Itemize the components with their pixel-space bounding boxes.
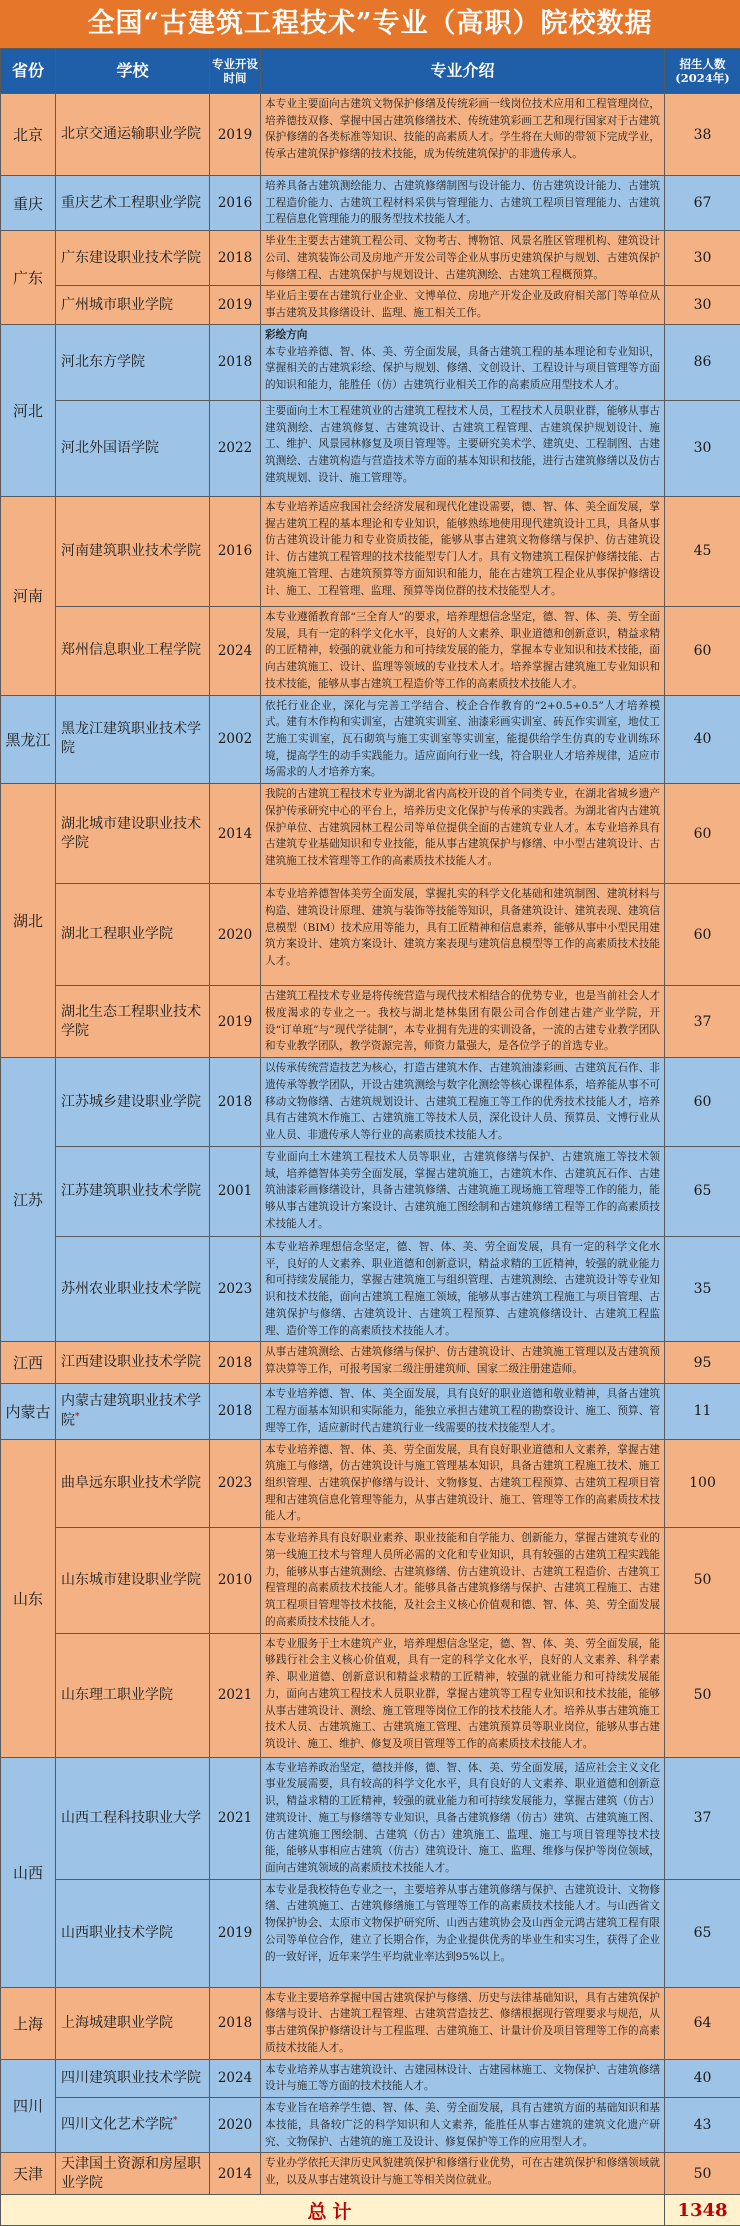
year-cell: 2018 [210,1342,261,1384]
school-name: 山西职业技术学院 [61,1925,173,1941]
province-cell: 上海 [1,1987,56,2059]
enroll-cell: 50 [665,2153,740,2195]
table-row [1,400,740,496]
school-name: 上海城建职业学院 [61,2015,173,2031]
province-cell: 河北 [1,324,56,496]
province-cell: 黑龙江 [1,695,56,784]
enroll-cell: 95 [665,1342,740,1384]
school-name: 内蒙古建筑职业技术学院 [61,1393,201,1429]
intro-text: 本专业培养德智体美劳全面发展，掌握扎实的科学文化基础和建筑制图、建筑材料与构造、建筑设计原理、建筑与装饰等技能等知识，具备建筑设计、建筑表现、建筑信息模型（BIM）技术应用等能力，具有工匠精神和信息素养，能够从事中小型民用建筑方案设计、建筑方案设计、建筑方案表现与建筑信息模型等工作的高素质技术技能人才。 [265,888,660,967]
province-cell: 广东 [1,231,56,325]
intro-text: 本专业是我校特色专业之一，主要培养从事古建筑修缮与保护、古建筑设计、文物修缮、古建筑施工、古建筑修缮施工与管理等工作的高素质技术技能人才。与山西省文物保护协会、太原市文物保护研究所、山西古建筑协会及山西金元鸿古建筑工程有限公司等单位合作，建立了长期合作，为企业提供优秀的毕业生和实习生，获得了企业的一致好评，近年来学生平均就业率达到95%以上。 [265,1884,660,1963]
table-row [1,1879,740,1987]
school-cell [56,784,210,884]
enroll-cell: 40 [665,695,740,784]
year-cell: 2016 [210,176,261,231]
school-cell [56,94,210,176]
school-name: 郑州信息职业工程学院 [61,642,201,658]
intro-cell [261,1146,665,1236]
province-cell: 江苏 [1,1058,56,1342]
province-cell: 内蒙古 [1,1384,56,1439]
table-row [1,1236,740,1341]
enroll-cell: 50 [665,1633,740,1757]
header-school: 学校 [56,49,210,94]
header-intro: 专业介绍 [261,49,665,94]
table-row [1,1528,740,1633]
intro-text: 本专业服务于土木建筑产业，培养理想信念坚定，德、智、体、美、劳全面发展，能够践行社会主义核心价值观，具有一定的科学文化水平，良好的人文素养、科学素养、职业道德、创新意识和精益求精的工匠精神，较强的就业能力和可持续发展能力，面向古建筑工程技术人员职业群，掌握古建筑等工程专业知识和技术技能，能够从事古建筑设计、测绘、施工管理等岗位工作的技术技能人才。培养从事古建筑施工技术人员、古建筑施工、古建筑施工管理、古建筑预算员等职业岗位，能够从事古建筑设计、施工、维护、修复及项目管理等工作的高素质技术技能人才。 [265,1638,660,1750]
intro-text: 本专业培养从事古建筑设计、古建园林设计、古建园林施工、文物保护、古建筑修缮设计与施工等方面的技术技能人才。 [265,2064,660,2093]
intro-cell [261,2059,665,2097]
intro-text: 本专业遵循教育部“三全育人”的要求，培养理想信念坚定，德、智、体、美、劳全面发展，具有一定的科学文化水平，良好的人文素养、职业道德和创新意识，精益求精的工匠精神，较强的就业能力和可持续发展的能力，掌握本专业知识和技术技能，面向古建筑施工、设计、监理等领域的专业技术人才。培养掌握古建筑施工专业知识和技术技能，能够从事古建筑工程造价等工作的高素质技术技能人才。 [265,611,660,690]
enroll-cell: 40 [665,2059,740,2097]
enroll-cell: 30 [665,400,740,496]
table-row [1,2098,740,2153]
enroll-cell: 65 [665,1879,740,1987]
intro-cell [261,1987,665,2059]
province-cell: 江西 [1,1342,56,1384]
table-row [1,784,740,884]
table-row [1,1757,740,1879]
table-row [1,986,740,1058]
intro-cell [261,606,665,695]
intro-text: 本专业培养理想信念坚定，德、智、体、美、劳全面发展，具有一定的科学文化水平，良好的人文素养、职业道德和创新意识，精益求精的工匠精神，较强的就业能力和可持续发展能力，掌握古建筑施工与组织管理、古建筑测绘、古建筑设计等专业知识和技术技能，面向古建筑工程施工领域，能够从事古建筑工程施工与项目管理、古建筑保护与修缮、古建筑设计、古建筑工程预算、古建筑修缮设计、古建筑工程监理、造价等工作的高素质技术技能人才。 [265,1241,660,1337]
school-cell [56,1633,210,1757]
school-cell [56,286,210,324]
year-cell: 2024 [210,2059,261,2097]
school-cell [56,1528,210,1633]
intro-cell [261,1528,665,1633]
table-row [1,324,740,400]
intro-cell [261,1757,665,1879]
province-cell: 河南 [1,496,56,695]
school-name: 山西工程科技职业大学 [61,1810,201,1826]
intro-text: 毕业生主要去古建筑工程公司、文物考古、博物馆、风景名胜区管理机构、建筑设计公司、建筑装饰公司及房地产开发公司等企业从事历史建筑保护与规划、古建筑保护与修缮工程、古建筑保护与规划设计、古建筑测绘、古建筑工程概预算。 [265,235,660,280]
intro-cell [261,496,665,606]
enroll-cell: 37 [665,986,740,1058]
school-name: 河南建筑职业技术学院 [61,543,201,559]
intro-cell [261,784,665,884]
enroll-cell: 60 [665,784,740,884]
intro-cell [261,1439,665,1528]
table-row [1,1146,740,1236]
intro-cell [261,1384,665,1439]
enroll-cell: 50 [665,1528,740,1633]
year-cell: 2001 [210,1146,261,1236]
intro-cell [261,695,665,784]
year-cell: 2023 [210,1236,261,1341]
school-cell [56,176,210,231]
year-cell: 2019 [210,986,261,1058]
intro-text: 本专业培养德、智、体、美、劳全面发展，具备古建筑工程的基本理论和专业知识，掌握相关的古建筑彩绘、保护与规划、修缮、文创设计、工程设计与项目管理等方面的知识和能力，能胜任（仿）古建筑行业相关工作的高素质应用型技术人才。 [265,346,660,391]
table-row [1,1987,740,2059]
school-name: 北京交通运输职业学院 [61,126,201,142]
intro-cell [261,176,665,231]
school-name: 山东城市建设职业学院 [61,1572,201,1588]
asterisk-mark: * [173,2116,178,2126]
school-cell [56,1987,210,2059]
intro-text: 本专业旨在培养学生德、智、体、美、劳全面发展，具有古建筑方面的基础知识和基本技能，具备较广泛的科学知识和人文素养，能胜任从事古建筑的建筑文化遗产研究、文物保护、古建筑的施工及设计、修复保护等工作的应用型人才。 [265,2102,660,2147]
school-cell [56,2059,210,2097]
intro-text: 以传承传统营造技艺为核心，打造古建筑木作、古建筑油漆彩画、古建筑瓦石作、非遗传承等教学团队，开设古建筑测绘与数字化测绘等核心课程体系，培养能从事不可移动文物修缮、古建筑规划设计、古建筑工程施工等工作的优秀技术技能人才，培养具有古建筑木作施工、古建筑施工等技术人员，深化设计人员、预算员、文博行业从业人员、非遗传承人等行业的高素质技术技能人才。 [265,1062,660,1141]
school-cell [56,400,210,496]
intro-text: 本专业主要面向古建筑文物保护修缮及传统彩画一线岗位技术应用和工程管理岗位，培养德技双修、掌握中国古建筑修缮技术、传统建筑彩画工艺和现行国家对于古建筑保护修缮的各类标准等知识、技能的高素质人才。学生将在大师的带领下完成学业，传承古建筑保护修缮的技术技能，成为传统建筑保护的非遗传承人。 [265,98,660,160]
school-name: 天津国土资源和房屋职业学院 [61,2156,201,2191]
intro-cell [261,2153,665,2195]
enroll-cell: 64 [665,1987,740,2059]
enroll-cell: 60 [665,884,740,986]
page-title: 全国“古建筑工程技术”专业（高职）院校数据 [0,0,740,48]
table-row [1,496,740,606]
school-name: 四川文化艺术学院 [61,2117,173,2133]
enroll-cell: 60 [665,1058,740,1147]
school-cell [56,695,210,784]
intro-text: 古建筑工程技术专业是将传统营造与现代技术相结合的优势专业，也是当前社会人才极度渴求的专业之一。我校与湖北楚林集团有限公司合作创建古建产业学院，开设“订单班”与“现代学徒制”，本专业拥有先进的实训设备，一流的古建专业教学团队和专业教学团队，教学资源完善，师资力量强大，是各位学子的首选专业。 [265,990,660,1052]
school-cell [56,231,210,286]
enroll-cell: 45 [665,496,740,606]
table-header [1,49,740,94]
enroll-cell: 38 [665,94,740,176]
table-row [1,1439,740,1528]
year-cell: 2018 [210,324,261,400]
year-cell: 2024 [210,606,261,695]
intro-cell [261,986,665,1058]
intro-cell [261,1879,665,1987]
school-cell [56,2153,210,2195]
header-province: 省份 [1,49,56,94]
table-row [1,1384,740,1439]
year-cell: 2014 [210,784,261,884]
table-row [1,231,740,286]
intro-cell [261,400,665,496]
intro-cell [261,2098,665,2153]
enroll-cell: 65 [665,1146,740,1236]
intro-text: 专业办学依托天津历史风貌建筑保护和修缮行业优势，可在古建筑保护和修缮领域就业，以及从事古建筑设计与施工等相关岗位就业。 [265,2157,660,2186]
enroll-cell: 43 [665,2098,740,2153]
intro-text: 本专业培养政治坚定，德技并修，德、智、体、美、劳全面发展，适应社会主义文化事业发展需要，具有较高的科学文化水平，具有良好的人文素养、职业道德和创新意识，精益求精的工匠精神，较强的就业能力和可持续发展能力，掌握古建筑（仿古）建筑设计、施工与修缮等专业知识，具备古建筑修缮（仿古）建筑、古建筑施工图、仿古建筑施工图绘制、古建筑（仿古）建筑施工、监理、施工与项目管理等技术技能，能够从事相应古建筑（仿古）建筑设计、施工、监理、维修与保护等岗位领域，面向古建筑领域的高素质技术技能人才。 [265,1762,660,1874]
province-cell: 北京 [1,94,56,176]
table-row [1,286,740,324]
table-row [1,1342,740,1384]
table-row [1,695,740,784]
intro-text: 毕业后主要在古建筑行业企业、文博单位、房地产开发企业及政府相关部门等单位从事古建筑及其修缮设计、监理、施工相关工作。 [265,290,660,319]
school-name: 山东理工职业学院 [61,1687,173,1703]
school-cell [56,324,210,400]
intro-cell [261,1342,665,1384]
table-body [1,94,740,2195]
school-name: 四川建筑职业技术学院 [61,2070,201,2086]
intro-text: 从事古建筑测绘、古建筑修缮与保护、仿古建筑设计、古建筑施工管理以及古建筑预算决算等工作，可报考国家二级注册建筑师、国家二级注册建造师。 [265,1346,660,1375]
enroll-cell: 67 [665,176,740,231]
intro-cell [261,1058,665,1147]
asterisk-mark: * [75,1412,80,1422]
table-row [1,606,740,695]
school-cell [56,1439,210,1528]
school-cell [56,986,210,1058]
province-cell: 山西 [1,1757,56,1987]
intro-text: 专业面向土木建筑工程技术人员等职业，古建筑修缮与保护、古建筑施工等技术领域，培养德智体美劳全面发展，掌握古建筑施工，古建筑木作、古建筑瓦石作、古建筑油漆彩画修缮设计，具备古建筑修缮、古建筑施工现场施工管理等工作的能力，能够从事古建筑设计方案设计、古建筑施工图绘制和古建筑修缮工程等工作的高素质技术技能人才。 [265,1151,660,1230]
year-cell: 2022 [210,400,261,496]
school-name: 广东建设职业技术学院 [61,250,201,266]
total-label: 总计 [1,2195,665,2226]
year-cell: 2019 [210,286,261,324]
enroll-cell: 35 [665,1236,740,1341]
school-name: 重庆艺术工程职业学院 [61,195,201,211]
intro-cell [261,231,665,286]
year-cell: 2021 [210,1633,261,1757]
table-row [1,94,740,176]
table-row [1,884,740,986]
enroll-cell: 30 [665,286,740,324]
table-row [1,2059,740,2097]
year-cell: 2018 [210,1987,261,2059]
school-cell [56,1146,210,1236]
year-cell: 2010 [210,1528,261,1633]
school-name: 苏州农业职业技术学院 [61,1281,201,1297]
intro-title: 彩绘方向 [265,327,660,344]
enroll-cell: 100 [665,1439,740,1528]
school-cell [56,1236,210,1341]
schools-table [0,48,740,2226]
header-enroll: 招生人数(2024年) [665,49,740,94]
year-cell: 2014 [210,2153,261,2195]
province-cell: 山东 [1,1439,56,1757]
total-value: 1348 [665,2195,740,2226]
year-cell: 2016 [210,496,261,606]
school-cell [56,1757,210,1879]
intro-cell [261,94,665,176]
province-cell: 四川 [1,2059,56,2153]
intro-cell [261,1236,665,1341]
enroll-cell: 86 [665,324,740,400]
intro-text: 主要面向土木工程建筑业的古建筑工程技术人员，工程技术人员职业群，能够从事古建筑测绘、古建筑修复、古建筑设计、古建筑工程管理、古建筑保护规划设计、施工、维护、风景园林修复及项目管理等。主要研究美术学、建筑史、工程制图、古建筑测绘、古建筑构造与营造技术等方面的基本知识和技能，进行古建筑修缮以及仿古建筑规划、设计、施工管理等。 [265,405,660,484]
intro-text: 我院的古建筑工程技术专业为湖北省内高校开设的首个同类专业，在湖北省城乡遗产保护传承研究中心的平台上，培养历史文化保护与传承的实践者。为湖北省内古建筑保护单位、古建筑园林工程公司等单位提供全面的古建筑专业人才。本专业培养具有古建筑专业基础知识和专业技能，能从事古建筑保护与修缮、中小型古建筑设计、古建筑施工技术管理等工作的高素质技术技能人才。 [265,788,660,867]
header-year: 专业开设时间 [210,49,261,94]
province-cell: 天津 [1,2153,56,2195]
intro-text: 本专业培养适应我国社会经济发展和现代化建设需要，德、智、体、美全面发展，掌握古建筑工程的基本理论和专业知识，能够熟练地使用现代建筑设计工具，具备从事仿古建筑设计能力和专业资质技能，能够从事古建筑文物修缮与保护、仿古建筑设计、仿古建筑工程管理的技术技能型专门人才。具有文物建筑工程保护修缮技能、古建筑施工管理、古建筑预算等方面知识和能力，能在古建筑工程企业从事保护修缮设计、施工、工程管理、监理、预算等岗位群的技术技能型人才。 [265,501,660,597]
school-name: 曲阜远东职业技术学院 [61,1475,201,1491]
school-cell [56,1384,210,1439]
year-cell: 2019 [210,94,261,176]
year-cell: 2018 [210,1058,261,1147]
year-cell: 2020 [210,2098,261,2153]
school-cell [56,1058,210,1147]
school-name: 湖北城市建设职业技术学院 [61,816,201,851]
year-cell: 2023 [210,1439,261,1528]
school-cell [56,1879,210,1987]
intro-cell [261,286,665,324]
year-cell: 2018 [210,1384,261,1439]
intro-cell [261,884,665,986]
enroll-cell: 60 [665,606,740,695]
school-name: 广州城市职业学院 [61,297,173,313]
school-name: 黑龙江建筑职业技术学院 [61,721,201,756]
total-row [1,2195,740,2226]
intro-cell [261,324,665,400]
school-cell [56,606,210,695]
year-cell: 2020 [210,884,261,986]
school-name: 湖北工程职业学院 [61,926,173,942]
school-cell [56,884,210,986]
school-name: 江苏建筑职业技术学院 [61,1183,201,1199]
table-row [1,2153,740,2195]
school-name: 湖北生态工程职业技术学院 [61,1004,201,1039]
enroll-cell: 11 [665,1384,740,1439]
year-cell: 2021 [210,1757,261,1879]
table-row [1,1058,740,1147]
year-cell: 2019 [210,1879,261,1987]
school-cell [56,2098,210,2153]
school-name: 江苏城乡建设职业学院 [61,1094,201,1110]
intro-cell [261,1633,665,1757]
school-name: 江西建设职业技术学院 [61,1354,201,1370]
table-row [1,1633,740,1757]
table-row [1,176,740,231]
school-cell [56,1342,210,1384]
school-name: 河北外国语学院 [61,440,159,456]
intro-text: 本专业培养德、智、体、美、劳全面发展，具有良好职业道德和人文素养，掌握古建筑施工与修缮，仿古建筑设计与施工管理基本知识，具备古建筑工程施工技术、施工组织管理、古建筑保护修缮与设计、文物修复、古建筑工程预算、古建筑工程项目管理和古建筑信息化管理等能力，从事古建筑设计、施工、管理等工作的高素质技术技能人才。 [265,1444,660,1523]
year-cell: 2018 [210,231,261,286]
intro-text: 依托行业企业，深化与完善工学结合、校企合作教育的“2+0.5+0.5”人才培养模式。建有木作构和实训室，古建筑实训室、油漆彩画实训室、砖瓦作实训室，地仗工艺施工实训室，瓦石砌筑与施工实训室等实训室，能提供给学生仿真的专业训练环境，提高学生的动手实践能力。适应面向行业一线，符合职业人才培养规律，适应市场需求的人才培养方案。 [265,700,660,779]
intro-text: 本专业培养具有良好职业素养、职业技能和自学能力、创新能力，掌握古建筑专业的第一线施工技术与管理人员所必需的文化和专业知识，具有较强的古建筑工程实践能力，能够从事古建筑测绘、古建筑修缮、仿古建筑设计、古建筑工程造价、古建筑工程管理的高素质技术技能人才。能够具备古建筑修缮与保护、古建筑工程施工、古建筑工程项目管理等技术技能，及社会主义核心价值观和德、智、体、美、劳全面发展的高素质技术技能人才。 [265,1532,660,1628]
school-name: 河北东方学院 [61,354,145,370]
intro-text: 本专业培养德、智、体、美全面发展，具有良好的职业道德和敬业精神，具备古建筑工程方面基本知识和实际能力，能独立承担古建筑工程的勘察设计、施工、预算、管理等工作，适应新时代古建筑行业一线需要的技术技能型人才。 [265,1388,660,1433]
province-cell: 重庆 [1,176,56,231]
school-cell [56,496,210,606]
intro-text: 培养具备古建筑测绘能力、古建筑修缮制图与设计能力、仿古建筑设计能力、古建筑工程造价能力、古建筑工程材料采供与管理能力、古建筑工程项目管理能力、古建筑工程信息化管理能力的服务型技术技能人才。 [265,180,660,225]
year-cell: 2002 [210,695,261,784]
enroll-cell: 30 [665,231,740,286]
province-cell: 湖北 [1,784,56,1058]
enroll-cell: 37 [665,1757,740,1879]
intro-text: 本专业主要培养掌握中国古建筑保护与修缮、历史与法律基础知识，具有古建筑保护修缮与设计、古建筑工程管理、古建筑营造技艺、修缮根据现行管理要求与规范，从事古建筑保护修缮设计与工程监理、古建筑施工、计量计价及项目管理等工作的高素质技术技能人才。 [265,1992,660,2054]
